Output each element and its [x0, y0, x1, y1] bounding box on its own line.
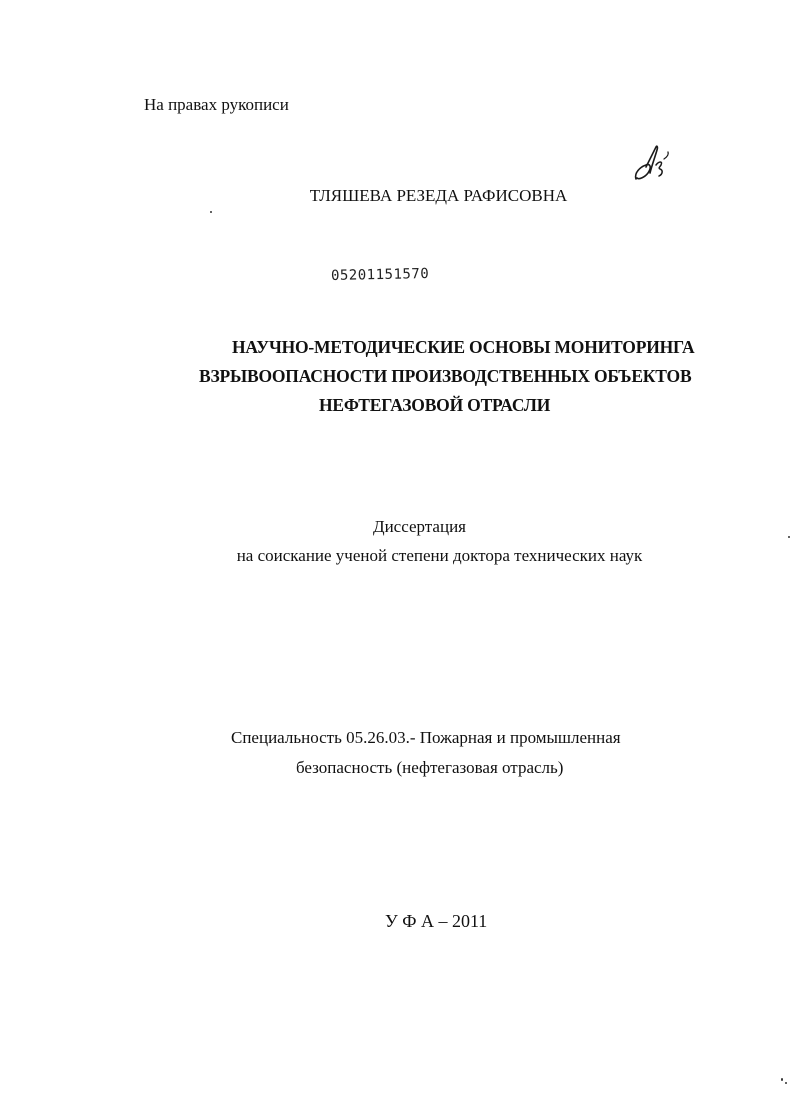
title-line-2: ВЗРЫВООПАСНОСТИ ПРОИЗВОДСТВЕННЫХ ОБЪЕКТОВ [199, 366, 692, 386]
work-type: Диссертация [372, 517, 466, 536]
degree-line: на соискание ученой степени доктора технических наук [236, 546, 643, 565]
title-line-1: НАУЧНО-МЕТОДИЧЕСКИЕ ОСНОВЫ МОНИТОРИНГА [232, 337, 695, 357]
specialty-line-2: безопасность (нефтегазовая отрасль) [296, 758, 564, 777]
scan-speck [781, 1078, 783, 1081]
handwritten-signature-icon [630, 143, 676, 185]
specialty-line-1: Специальность 05.26.03.- Пожарная и промышленная [231, 728, 621, 747]
scan-speck [785, 1082, 787, 1084]
rights-note: На правах рукописи [144, 95, 289, 114]
registration-code: 05201151570 [330, 265, 430, 284]
scan-speck [788, 536, 790, 538]
scan-speck [210, 211, 212, 213]
city-year: У Ф А – 2011 [385, 911, 488, 931]
title-line-3: НЕФТЕГАЗОВОЙ ОТРАСЛИ [319, 395, 551, 415]
author-name: ТЛЯШЕВА РЕЗЕДА РАФИСОВНА [309, 186, 568, 205]
